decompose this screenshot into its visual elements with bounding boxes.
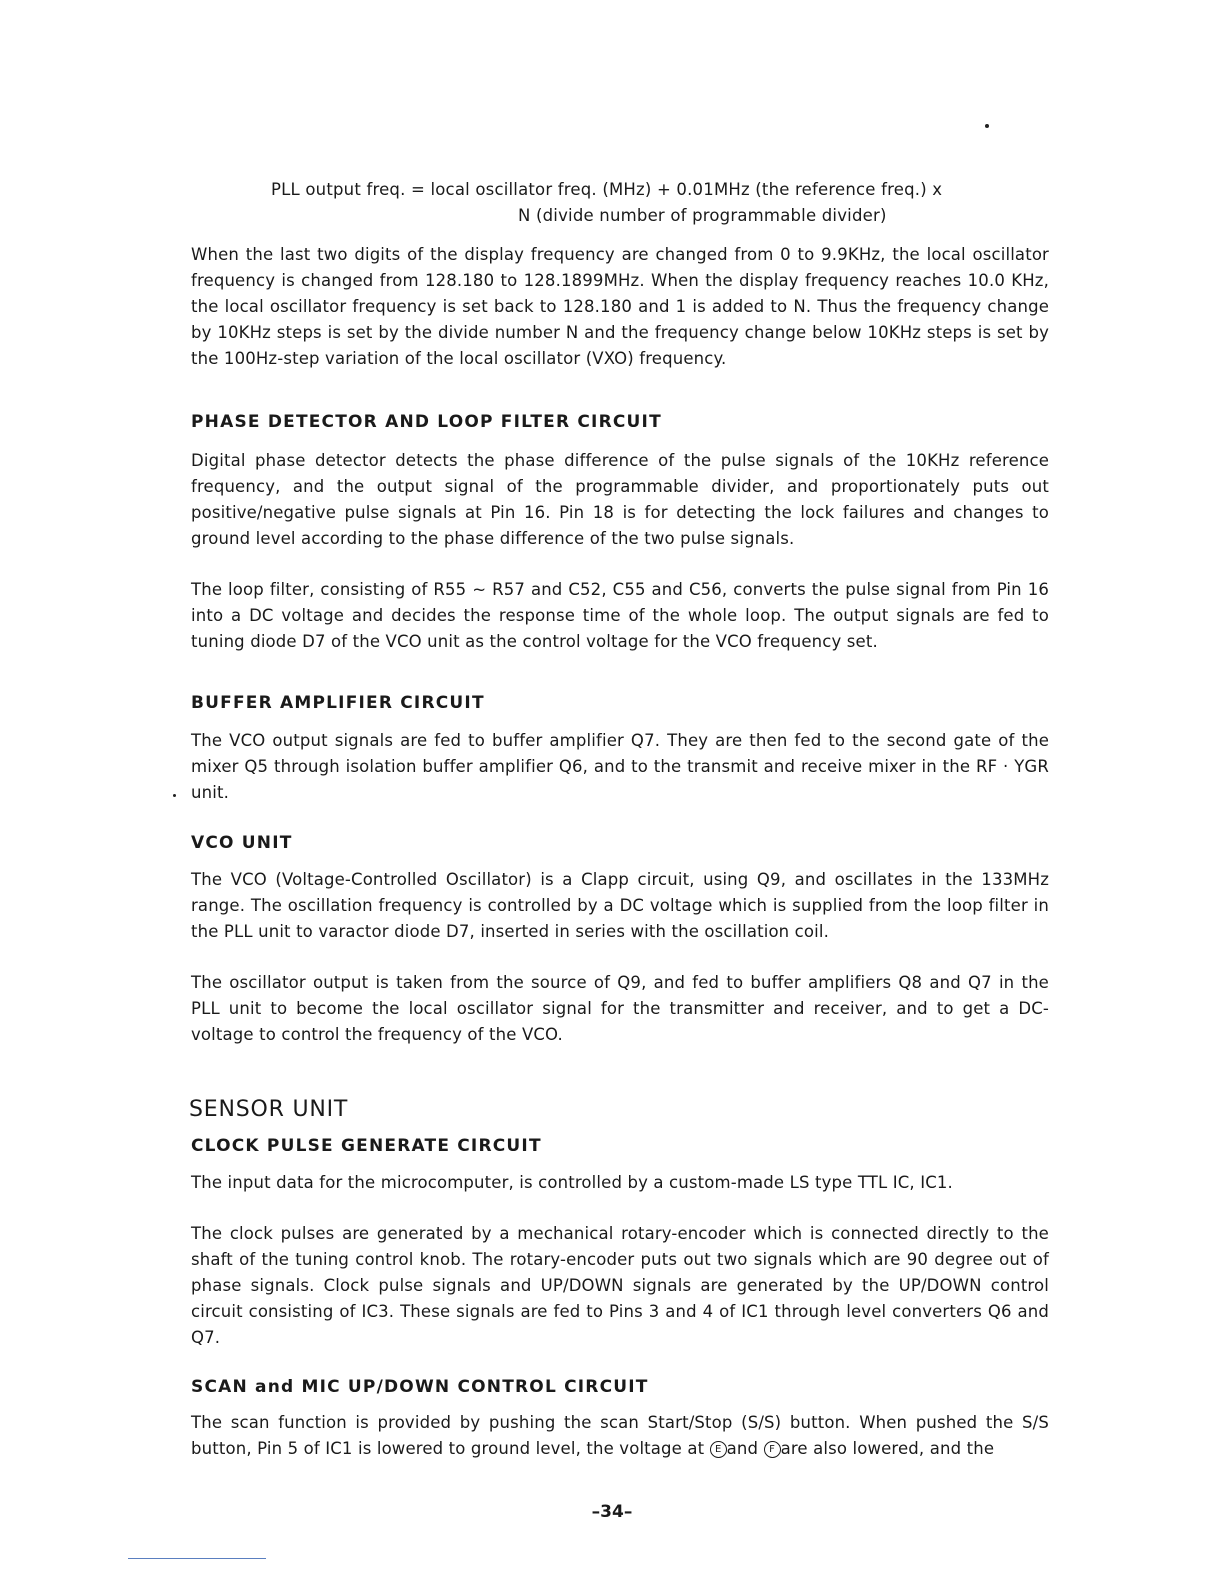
scan-text-and: and xyxy=(726,1439,759,1458)
phase-detector-heading: PHASE DETECTOR AND LOOP FILTER CIRCUIT xyxy=(191,412,662,432)
vco-unit-paragraph-2: The oscillator output is taken from the source of Q9, and fed to buffer amplifiers Q8 and Q7 in the PLL unit to become the local oscillator signal for the transmitter and receiver, and to get a DC-voltage to control the frequency of the VCO. xyxy=(191,973,1049,1044)
scan-speck xyxy=(173,794,176,797)
formula-line-1: PLL output freq. = local oscillator freq. (MHz) + 0.01MHz (the reference freq.) x xyxy=(271,180,943,199)
phase-detector-paragraph-1: Digital phase detector detects the phase difference of the pulse signals of the 10KHz reference frequency, and the output signal of the programmable divider, and proportionately puts out positive/negative pulse signals at Pin 16. Pin 18 is for detecting the lock failures and changes to ground level according to the phase difference of the two pulse signals. xyxy=(191,451,1049,548)
scan-speck xyxy=(985,124,989,128)
footer-rule xyxy=(128,1558,266,1559)
buffer-amplifier-paragraph: The VCO output signals are fed to buffer amplifier Q7. They are then fed to the second gate of the mixer Q5 through isolation buffer amplifier Q6, and to the transmit and receive mixer in the RF · YGR unit. xyxy=(191,731,1049,802)
page-number: –34– xyxy=(591,1502,633,1522)
vco-unit-paragraph-1: The VCO (Voltage-Controlled Oscillator) is a Clapp circuit, using Q9, and oscillates in the 133MHz range. The oscillation frequency is controlled by a DC voltage which is supplied from the loop filter in the PLL unit to varactor diode D7, inserted in series with the oscillation coil. xyxy=(191,870,1049,941)
scan-text-a: The scan function is provided by pushing the scan Start/Stop (S/S) button. When pushed the S/S button, Pin 5 of IC1 is lowered to ground level, the voltage at xyxy=(191,1413,1049,1458)
scan-text-b: are also lowered, and the xyxy=(780,1439,995,1458)
clock-pulse-heading: CLOCK PULSE GENERATE CIRCUIT xyxy=(191,1136,542,1156)
scan-control-heading: SCAN and MIC UP/DOWN CONTROL CIRCUIT xyxy=(191,1377,649,1397)
circled-f-marker: F xyxy=(764,1441,781,1458)
circled-e-marker: E xyxy=(710,1441,727,1458)
formula-line-2: N (divide number of programmable divider) xyxy=(518,206,887,225)
clock-pulse-paragraph-1: The input data for the microcomputer, is controlled by a custom-made LS type TTL IC, IC1. xyxy=(191,1173,953,1192)
phase-detector-paragraph-2: The loop filter, consisting of R55 ~ R57 and C52, C55 and C56, converts the pulse signal from Pin 16 into a DC voltage and decides the response time of the whole loop. The output signals are fed to tuning diode D7 of the VCO unit as the control voltage for the VCO frequency set. xyxy=(191,580,1049,651)
scan-control-paragraph xyxy=(191,1410,1049,1462)
clock-pulse-paragraph-2: The clock pulses are generated by a mechanical rotary-encoder which is connected directly to the shaft of the tuning control knob. The rotary-encoder puts out two signals which are 90 degree out of phase signals. Clock pulse signals and UP/DOWN signals are generated by the UP/DOWN control circuit consisting of IC3. These signals are fed to Pins 3 and 4 of IC1 through level converters Q6 and Q7. xyxy=(191,1224,1049,1347)
vco-unit-heading: VCO UNIT xyxy=(191,833,293,853)
buffer-amplifier-heading: BUFFER AMPLIFIER CIRCUIT xyxy=(191,693,485,713)
sensor-unit-title: SENSOR UNIT xyxy=(189,1097,349,1122)
intro-paragraph: When the last two digits of the display frequency are changed from 0 to 9.9KHz, the local oscillator frequency is changed from 128.180 to 128.1899MHz. When the display frequency reaches 10.0 KHz, the local oscillator frequency is set back to 128.180 and 1 is added to N. Thus the frequency change by 10KHz steps is set by the divide number N and the frequency change below 10KHz steps is set by the 100Hz-step variation of the local oscillator (VXO) frequency. xyxy=(191,245,1049,368)
